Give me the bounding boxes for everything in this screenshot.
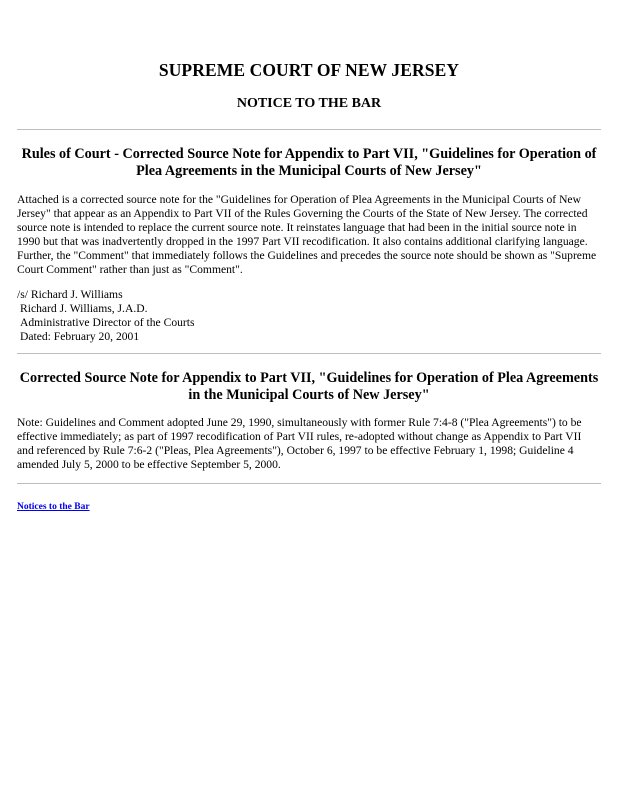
notice-title: NOTICE TO THE BAR [236, 96, 382, 111]
notices-to-the-bar-link[interactable]: Notices to the Bar [17, 502, 90, 512]
divider [17, 483, 601, 484]
court-title: SUPREME COURT OF NEW JERSEY [158, 60, 460, 80]
section-heading-rules-of-court: Rules of Court - Corrected Source Note for Appendix to Part VII, "Guidelines for Operation of Plea Agreements in the Municipal Courts of New Jersey" [21, 146, 597, 179]
signer-title: Administrative Director of the Courts [20, 316, 195, 329]
signature-line: /s/ Richard J. Williams [17, 288, 123, 301]
notice-body-paragraph: Attached is a corrected source note for the "Guidelines for Operation of Plea Agreements in the Municipal Courts of New Jersey" that appear as an Appendix to Part VII of the Rules Governing the Courts of the State of New Jersey. The corrected source note is intended to replace the current source note. It reinstates language that had been in the initial source note in 1990 but that was inadvertently dropped in the 1997 Part VII recodification. It also contains additional clarifying language. Further, the "Comment" that immediately follows the Guidelines and precedes the source note should be shown as "Supreme Court Comment" rather than just as "Comment". [17, 193, 597, 276]
signature-block [17, 288, 195, 344]
signature-date: Dated: February 20, 2001 [20, 330, 140, 343]
section-heading-corrected-source-note: Corrected Source Note for Appendix to Part VII, "Guidelines for Operation of Plea Agreements in the Municipal Courts of New Jersey" [19, 370, 599, 403]
source-note-paragraph: Note: Guidelines and Comment adopted June 29, 1990, simultaneously with former Rule 7:4-8 ("Plea Agreements") to be effective immediately; as part of 1997 recodification of Part VII rules, re-adopted without change as Appendix to Part VII and referenced by Rule 7:6-2 ("Pleas, Plea Agreements"), October 6, 1997 to be effective February 1, 1998; Guideline 4 amended July 5, 2000 to be effective September 5, 2000. [17, 416, 582, 471]
divider [17, 353, 601, 354]
divider [17, 129, 601, 130]
signer-name: Richard J. Williams, J.A.D. [20, 302, 148, 315]
